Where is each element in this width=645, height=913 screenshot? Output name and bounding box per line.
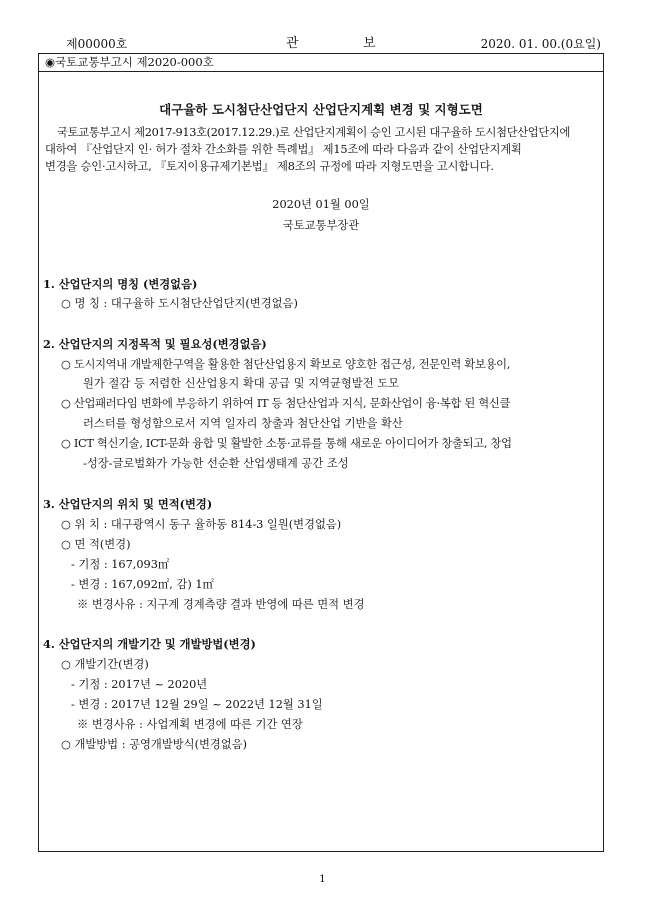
section-line: ○ 명 칭 : 대구율하 도시첨단산업단지(변경없음) <box>61 297 298 310</box>
section-line: -성장-글로벌화가 가능한 선순환 산업생태계 공간 조성 <box>83 457 349 470</box>
document-frame <box>38 53 604 852</box>
section-heading: 1. 산업단지의 명칭 (변경없음) <box>43 277 198 291</box>
section-heading: 4. 산업단지의 개발기간 및 개발방법(변경) <box>43 637 256 651</box>
section-line: - 변경 : 2017년 12월 29일 ~ 2022년 12월 31일 <box>71 698 323 711</box>
intro-line: 국토교통부고시 제2017-913호(2017.12.29.)로 산업단지계획이 승인 고시된 대구율하 도시첨단산업단지에 <box>57 126 571 139</box>
section-line: ○ ICT 혁신기술, ICT-문화 융합 및 활발한 소통·교류를 통해 새로운 아이디어가 창출되고, 창업 <box>61 437 512 450</box>
section-line: ※ 변경사유 : 지구계 경계측량 결과 반영에 따른 면적 변경 <box>77 598 365 611</box>
gazette-name-part1: 관 <box>286 36 299 51</box>
section-line: ○ 위 치 : 대구광역시 동구 율하동 814-3 일원(변경없음) <box>61 518 342 531</box>
section-line: ○ 산업패러다임 변화에 부응하기 위하여 IT 등 첨단산업과 지식, 문화산업이 융·복합 된 혁신클 <box>61 397 511 410</box>
gazette-name-part2: 보 <box>363 36 376 51</box>
page-number: 1 <box>319 873 326 885</box>
section-line: ○ 도시지역내 개발제한구역을 활용한 첨단산업용지 확보로 양호한 접근성, 전문인력 확보용이, <box>61 358 511 371</box>
signatory: 국토교통부장관 <box>282 219 360 232</box>
document-title: 대구율하 도시첨단산업단지 산업단지계획 변경 및 지형도면 <box>159 102 483 117</box>
notice-number: ◉국토교통부고시 제2020-000호 <box>39 54 603 72</box>
section-heading: 3. 산업단지의 위치 및 면적(변경) <box>43 497 213 511</box>
section-line: - 기정 : 167,093㎡ <box>71 558 170 571</box>
issue-number: 제00000호 <box>66 37 128 51</box>
section-line: 원가 절감 등 저렴한 신산업용지 확대 공급 및 지역균형발전 도모 <box>83 377 400 390</box>
signature-date: 2020년 01월 00일 <box>272 198 370 211</box>
issue-date: 2020. 01. 00.(0요일) <box>480 37 601 51</box>
section-line: ○ 면 적(변경) <box>61 538 131 551</box>
section-line: ○ 개발기간(변경) <box>61 658 149 671</box>
section-line: 러스터를 형성함으로서 지역 일자리 창출과 첨단산업 기반을 확산 <box>83 417 403 430</box>
section-line: - 기정 : 2017년 ~ 2020년 <box>71 678 208 691</box>
section-line: ○ 개발방법 : 공영개발방식(변경없음) <box>61 738 248 751</box>
intro-line: 변경을 승인·고시하고, 『토지이용규제기본법』 제8조의 규정에 따라 지형도면을 고시합니다. <box>45 160 494 173</box>
section-line: ※ 변경사유 : 사업계획 변경에 따른 기간 연장 <box>77 718 303 731</box>
section-heading: 2. 산업단지의 지정목적 및 필요성(변경없음) <box>43 337 267 351</box>
section-line: - 변경 : 167,092㎡, 감) 1㎡ <box>71 578 214 591</box>
intro-line: 대하여 『산업단지 인· 허가 절차 간소화를 위한 특례법』 제15조에 따라 다음과 같이 산업단지계획 <box>45 143 522 156</box>
